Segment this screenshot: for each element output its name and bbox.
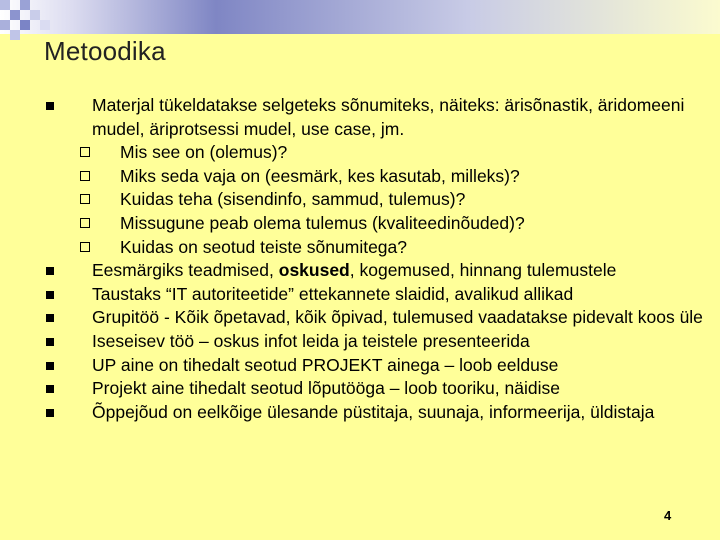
bullet-item — [44, 354, 704, 378]
bullet-item — [44, 283, 704, 307]
bullet-text-bold: oskused — [278, 260, 350, 281]
square-bullet-icon — [46, 102, 54, 110]
bullet-text: Õppejõud on eelkõige ülesande püstitaja, suunaja, informeerija, üldistaja — [92, 401, 655, 422]
square-bullet-icon — [46, 338, 54, 346]
bullet-item — [44, 330, 704, 354]
slide-title: Metoodika — [44, 36, 166, 66]
bullet-text: Taustaks “IT autoriteetide” ettekannete slaidid, avalikud allikad — [92, 283, 574, 304]
sub-item-text: Missugune peab olema tulemus (kvaliteedinõuded)? — [120, 212, 525, 233]
bullet-text: Iseseisev töö – oskus infot leida ja teistele presenteerida — [92, 330, 530, 351]
sub-item-text: Miks seda vaja on (eesmärk, kes kasutab, milleks)? — [120, 165, 520, 186]
bullet-text: UP aine on tihedalt seotud PROJEKT ainega – loob eelduse — [92, 354, 559, 375]
page-number: 4 — [664, 508, 672, 523]
bullet-text: Grupitöö - Kõik õpetavad, kõik õpivad, tulemused vaadatakse pidevalt koos üle — [92, 307, 703, 328]
bullet-text-end: , kogemused, hinnang tulemustele — [349, 260, 617, 281]
hollow-square-bullet-icon — [80, 147, 90, 157]
hollow-square-bullet-icon — [80, 218, 90, 228]
square-bullet-icon — [46, 409, 54, 417]
sub-item-text: Mis see on (olemus)? — [120, 142, 288, 163]
square-bullet-icon — [46, 291, 54, 299]
bullet-list — [44, 94, 704, 424]
sub-item — [44, 212, 704, 236]
bullet-item — [44, 377, 704, 401]
hollow-square-bullet-icon — [80, 194, 90, 204]
header-band — [0, 0, 720, 34]
hollow-square-bullet-icon — [80, 242, 90, 252]
sub-item-text: Kuidas on seotud teiste sõnumitega? — [120, 236, 407, 257]
hollow-square-bullet-icon — [80, 171, 90, 181]
square-bullet-icon — [46, 314, 54, 322]
sub-item — [44, 141, 704, 165]
sub-item-text: Kuidas teha (sisendinfo, sammud, tulemus)? — [120, 189, 466, 210]
sub-item — [44, 236, 704, 260]
bullet-item — [44, 94, 704, 141]
bullet-item — [44, 401, 704, 425]
bullet-item — [44, 306, 704, 330]
square-bullet-icon — [46, 267, 54, 275]
sub-item — [44, 188, 704, 212]
bullet-text: Materjal tükeldatakse selgeteks sõnumiteks, näiteks: ärisõnastik, äridomeeni mudel, äriprotsessi mudel, use case, jm. — [92, 95, 685, 139]
sub-item — [44, 165, 704, 189]
bullet-text-start: Eesmärgiks teadmised, — [92, 260, 279, 281]
bullet-text: Projekt aine tihedalt seotud lõputööga – loob tooriku, näidise — [92, 378, 560, 399]
bullet-item — [44, 259, 704, 283]
square-bullet-icon — [46, 362, 54, 370]
square-bullet-icon — [46, 385, 54, 393]
